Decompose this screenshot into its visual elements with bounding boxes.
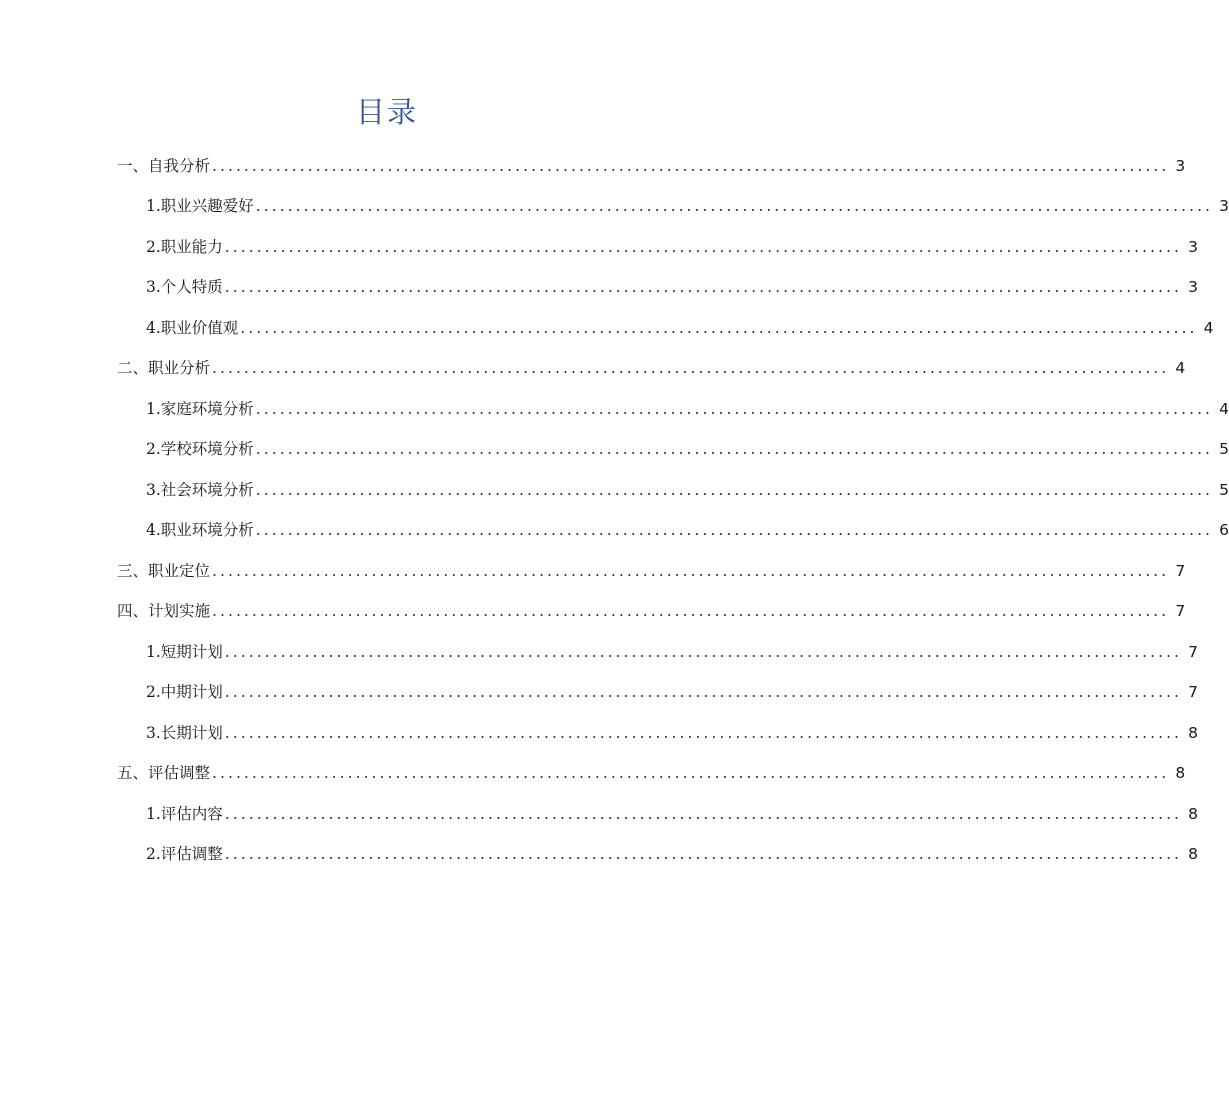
toc-entry-text: 五、评估调整 [117, 764, 211, 782]
toc-entry-text: 4.职业价值观 [146, 318, 239, 337]
toc-page-number: 4 [1219, 399, 1229, 418]
toc-dot-leader: ........................................................................................................................ [255, 521, 1214, 539]
toc-entry[interactable] [117, 338, 1186, 379]
toc-dot-leader: ........................................................................................................................ [224, 804, 1183, 823]
toc-entry-text: 1.短期计划 [146, 642, 223, 661]
toc-page-number: 7 [1175, 602, 1186, 620]
toc-entry-text: 1.职业兴趣爱好 [146, 197, 254, 215]
toc-entry[interactable] [117, 135, 1186, 176]
toc-page-number: 7 [1188, 683, 1199, 701]
toc-entry[interactable] [117, 702, 1199, 743]
toc-entry[interactable] [117, 540, 1186, 581]
toc-dot-leader: ........................................................................................................................ [224, 683, 1183, 701]
toc-dot-leader: ........................................................................................................................ [212, 156, 1170, 175]
toc-entry[interactable] [117, 419, 1229, 460]
toc-page-number: 5 [1219, 480, 1229, 499]
toc-page-number: 8 [1175, 764, 1186, 782]
toc-dot-leader: ........................................................................................................................ [224, 723, 1183, 742]
toc-dot-leader: ........................................................................................................................ [212, 602, 1170, 620]
toc-page-number: 3 [1219, 197, 1229, 215]
toc-entry[interactable] [117, 459, 1229, 500]
toc-dot-leader: ........................................................................................................................ [240, 318, 1198, 337]
toc-dot-leader: ........................................................................................................................ [255, 399, 1214, 418]
toc-page-number: 8 [1188, 804, 1199, 823]
toc-entry-text: 2.学校环境分析 [146, 440, 254, 458]
toc-entry[interactable] [117, 621, 1199, 662]
toc-entry-text: 一、自我分析 [117, 156, 211, 175]
toc-entry-text: 1.家庭环境分析 [146, 399, 254, 418]
toc-page-number: 4 [1203, 318, 1214, 337]
toc-page-number: 7 [1188, 642, 1199, 661]
toc-page-number: 8 [1188, 845, 1199, 863]
toc-entry[interactable] [117, 216, 1199, 257]
toc-page-number: 4 [1175, 359, 1186, 377]
toc-dot-leader: ........................................................................................................................ [212, 764, 1170, 782]
toc-entry-text: 3.社会环境分析 [146, 480, 254, 499]
toc-entry[interactable] [117, 581, 1186, 622]
toc-entry-text: 2.评估调整 [146, 845, 223, 863]
toc-page-number: 6 [1219, 521, 1229, 539]
toc-dot-leader: ........................................................................................................................ [224, 642, 1183, 661]
toc-title: 目录 [355, 95, 418, 129]
toc-entry-text: 四、计划实施 [117, 602, 211, 620]
toc-dot-leader: ........................................................................................................................ [212, 359, 1170, 377]
toc-entry[interactable] [117, 500, 1229, 541]
toc-entry-text: 二、职业分析 [117, 359, 211, 377]
toc-entry-text: 2.中期计划 [146, 683, 223, 701]
toc-page-number: 8 [1188, 723, 1199, 742]
toc-dot-leader: ........................................................................................................................ [224, 845, 1183, 863]
toc-entry-text: 2.职业能力 [146, 237, 223, 256]
toc-dot-leader: ........................................................................................................................ [224, 278, 1183, 296]
toc-page-number: 3 [1188, 237, 1199, 256]
toc-entry[interactable] [117, 783, 1199, 824]
toc-entry-text: 3.个人特质 [146, 278, 223, 296]
toc-entry[interactable] [117, 176, 1229, 217]
toc-entry-text: 3.长期计划 [146, 723, 223, 742]
toc-entry[interactable] [117, 378, 1229, 419]
toc-entry[interactable] [117, 257, 1199, 298]
toc-dot-leader: ........................................................................................................................ [255, 480, 1214, 499]
toc-entry[interactable] [117, 743, 1186, 784]
toc-page-number: 3 [1188, 278, 1199, 296]
toc-entry-text: 三、职业定位 [117, 561, 211, 580]
toc-dot-leader: ........................................................................................................................ [255, 440, 1214, 458]
toc-page-number: 5 [1219, 440, 1229, 458]
toc-dot-leader: ........................................................................................................................ [212, 561, 1170, 580]
toc-page-number: 3 [1175, 156, 1186, 175]
toc-entry-text: 4.职业环境分析 [146, 521, 254, 539]
toc-page-number: 7 [1175, 561, 1186, 580]
toc-list [117, 135, 1229, 864]
toc-entry[interactable] [117, 662, 1199, 703]
toc-entry[interactable] [117, 824, 1199, 865]
toc-entry-text: 1.评估内容 [146, 804, 223, 823]
toc-dot-leader: ........................................................................................................................ [224, 237, 1183, 256]
toc-dot-leader: ........................................................................................................................ [255, 197, 1214, 215]
toc-entry[interactable] [117, 297, 1214, 338]
